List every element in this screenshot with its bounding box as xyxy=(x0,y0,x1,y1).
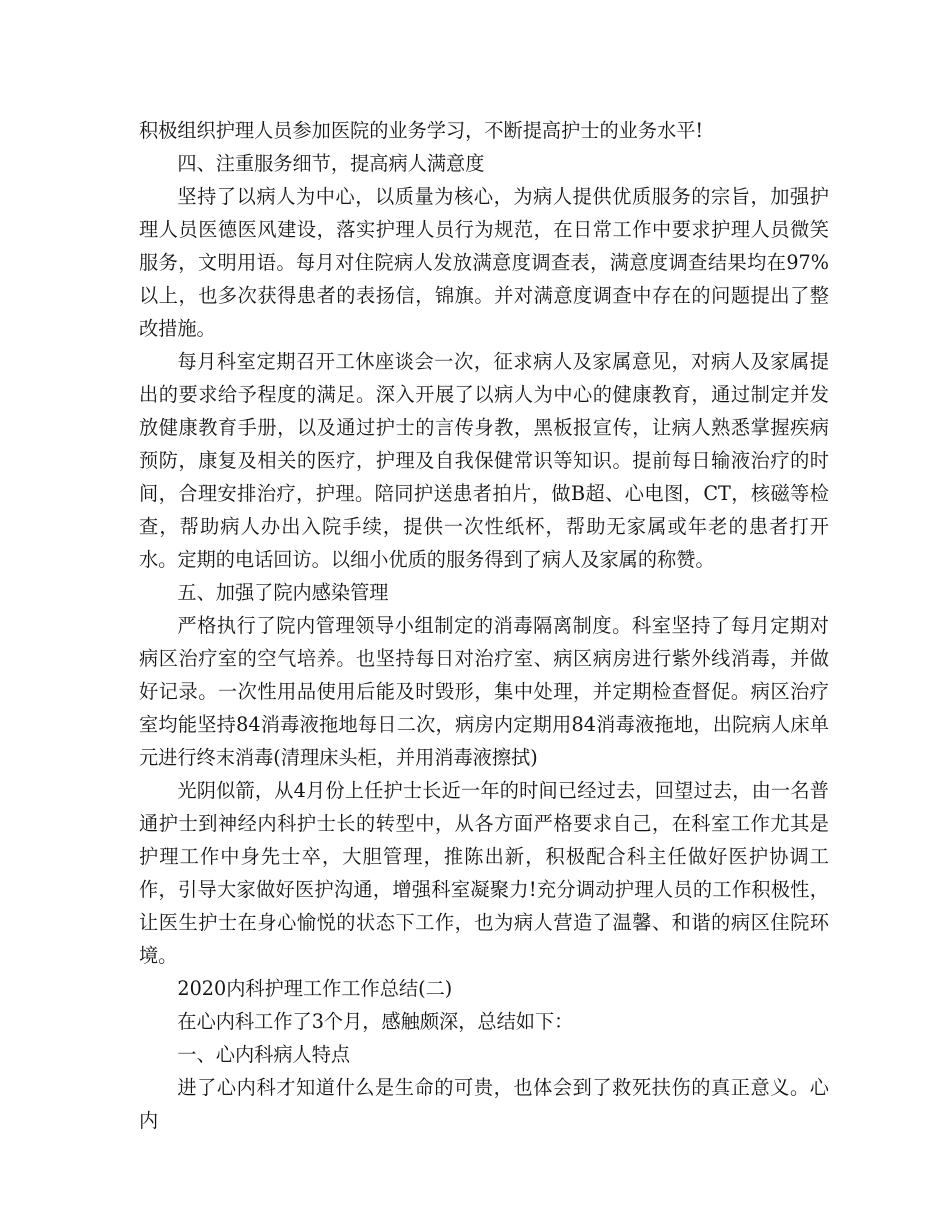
paragraph: 在心内科工作了3个月，感触颇深，总结如下： xyxy=(177,1010,574,1033)
section-heading-1: 一、心内科病人特点 xyxy=(177,1043,351,1066)
document-subtitle: 2020内科护理工作工作总结(二) xyxy=(177,977,453,1000)
document-body xyxy=(139,114,829,1137)
paragraph: 光阴似箭，从4月份上任护士长近一年的时间已经过去，回望过去，由一名普通护士到神经内科护士长的转型中，从各方面严格要求自己，在科室工作尤其是护理工作中身先士卒，大胆管理，推陈出新，积极配合科主任做好医护协调工作，引导大家做好医护沟通，增强科室凝聚力!充分调动护理人员的工作积极性，让医生护士在身心愉悦的状态下工作，也为病人营造了温馨、和谐的病区住院环境。 xyxy=(139,779,829,967)
paragraph: 进了心内科才知道什么是生命的可贵，也体会到了救死扶伤的真正意义。心内 xyxy=(139,1076,829,1132)
paragraph-continued: 积极组织护理人员参加医院的业务学习，不断提高护士的业务水平! xyxy=(139,119,704,142)
section-heading-4: 四、注重服务细节，提高病人满意度 xyxy=(177,152,485,175)
section-heading-5: 五、加强了院内感染管理 xyxy=(177,581,389,604)
paragraph: 严格执行了院内管理领导小组制定的消毒隔离制度。科室坚持了每月定期对病区治疗室的空气培养。也坚持每日对治疗室、病区病房进行紫外线消毒，并做好记录。一次性用品使用后能及时毁形，集中处理，并定期检查督促。病区治疗室均能坚持84消毒液拖地每日二次，病房内定期用84消毒液拖地，出院病人床单元进行终末消毒(清理床头柜，并用消毒液擦拭) xyxy=(139,614,829,769)
paragraph: 每月科室定期召开工休座谈会一次，征求病人及家属意见，对病人及家属提出的要求给予程度的满足。深入开展了以病人为中心的健康教育，通过制定并发放健康教育手册，以及通过护士的言传身教，黑板报宣传，让病人熟悉掌握疾病预防，康复及相关的医疗，护理及自我保健常识等知识。提前每日输液治疗的时间，合理安排治疗，护理。陪同护送患者拍片，做B超、心电图，CT，核磁等检查，帮助病人办出入院手续，提供一次性纸杯，帮助无家属或年老的患者打开水。定期的电话回访。以细小优质的服务得到了病人及家属的称赞。 xyxy=(139,350,829,571)
paragraph: 坚持了以病人为中心，以质量为核心，为病人提供优质服务的宗旨，加强护理人员医德医风建设，落实护理人员行为规范，在日常工作中要求护理人员微笑服务，文明用语。每月对住院病人发放满意度调查表，满意度调查结果均在97%以上，也多次获得患者的表扬信，锦旗。并对满意度调查中存在的问题提出了整改措施。 xyxy=(139,185,829,340)
